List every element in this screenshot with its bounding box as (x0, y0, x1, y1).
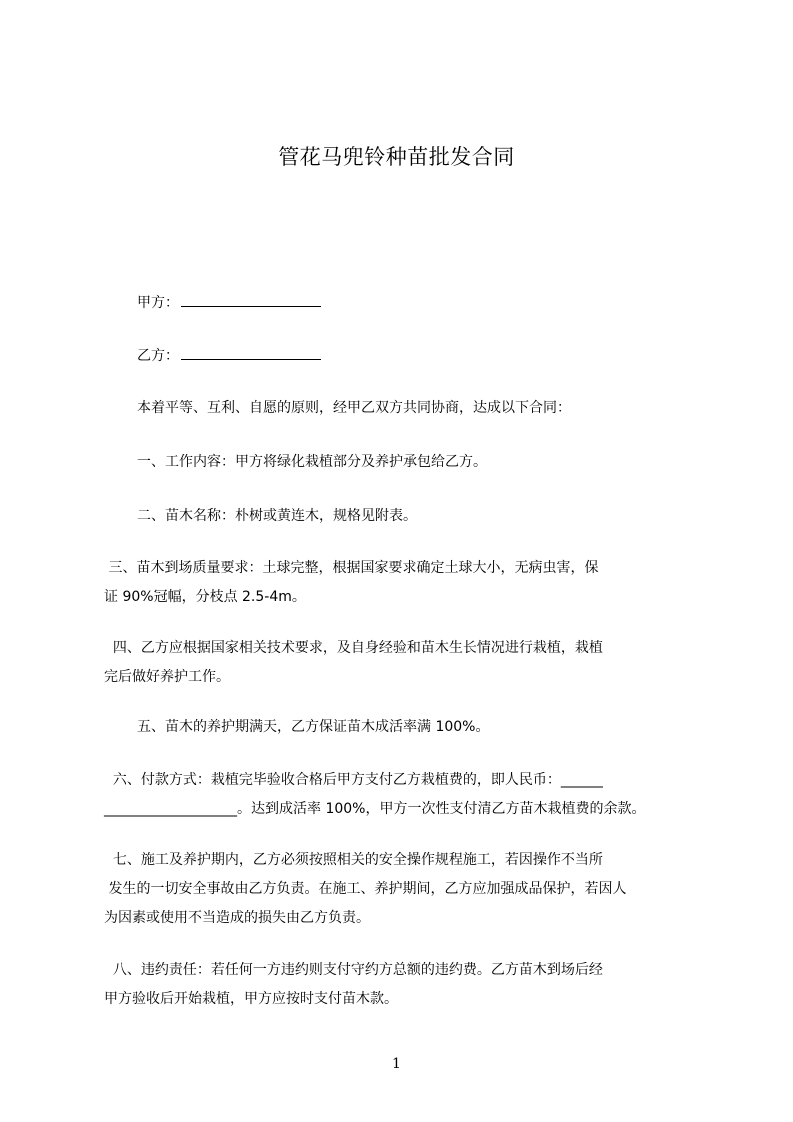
clause-7: 七、施工及养护期内，乙方必须按照相关的安全操作规程施工，若因操作不当所 发生的一切安全事故由乙方负责。在施工、养护期间，乙方应加强成品保护，若因人 为因素或使用不当造成的损失由乙方负责。 (104, 852, 627, 926)
clause-1: 一、工作内容：甲方将绿化栽植部分及养护承包给乙方。 (137, 454, 487, 470)
party-a-line (137, 292, 321, 313)
clause-3: 三、苗木到场质量要求：土球完整，根据国家要求确定土球大小，无病虫害，保 证 90%冠幅，分枝点 2.5-4m。 (104, 560, 599, 605)
clause-4: 四、乙方应根据国家相关技术要求，及自身经验和苗木生长情况进行栽植，栽植 完后做好养护工作。 (104, 640, 603, 685)
party-b-blank (181, 345, 321, 360)
page-number: 1 (392, 1056, 401, 1072)
party-b-line (137, 345, 321, 366)
party-a-label: 甲方： (137, 295, 179, 311)
contract-title: 管花马兜铃种苗批发合同 (278, 145, 515, 169)
party-b-label: 乙方： (137, 348, 179, 364)
clause-5: 五、苗木的养护期满天，乙方保证苗木成活率满 100%。 (137, 719, 490, 735)
clause-6: 六、付款方式：栽植完毕验收合格后甲方支付乙方栽植费的，即人民币：______ ___________________。达到成活率 100%，甲方一次性支付清乙方苗木栽植费的余款。 (104, 772, 646, 817)
intro-paragraph: 本着平等、互利、自愿的原则，经甲乙双方共同协商，达成以下合同： (137, 400, 571, 416)
party-a-blank (181, 292, 321, 307)
clause-8: 八、违约责任：若任何一方违约则支付守约方总额的违约费。乙方苗木到场后经 甲方验收后开始栽植，甲方应按时支付苗木款。 (104, 962, 603, 1007)
clause-2: 二、苗木名称：朴树或黄连木，规格见附表。 (137, 508, 417, 524)
